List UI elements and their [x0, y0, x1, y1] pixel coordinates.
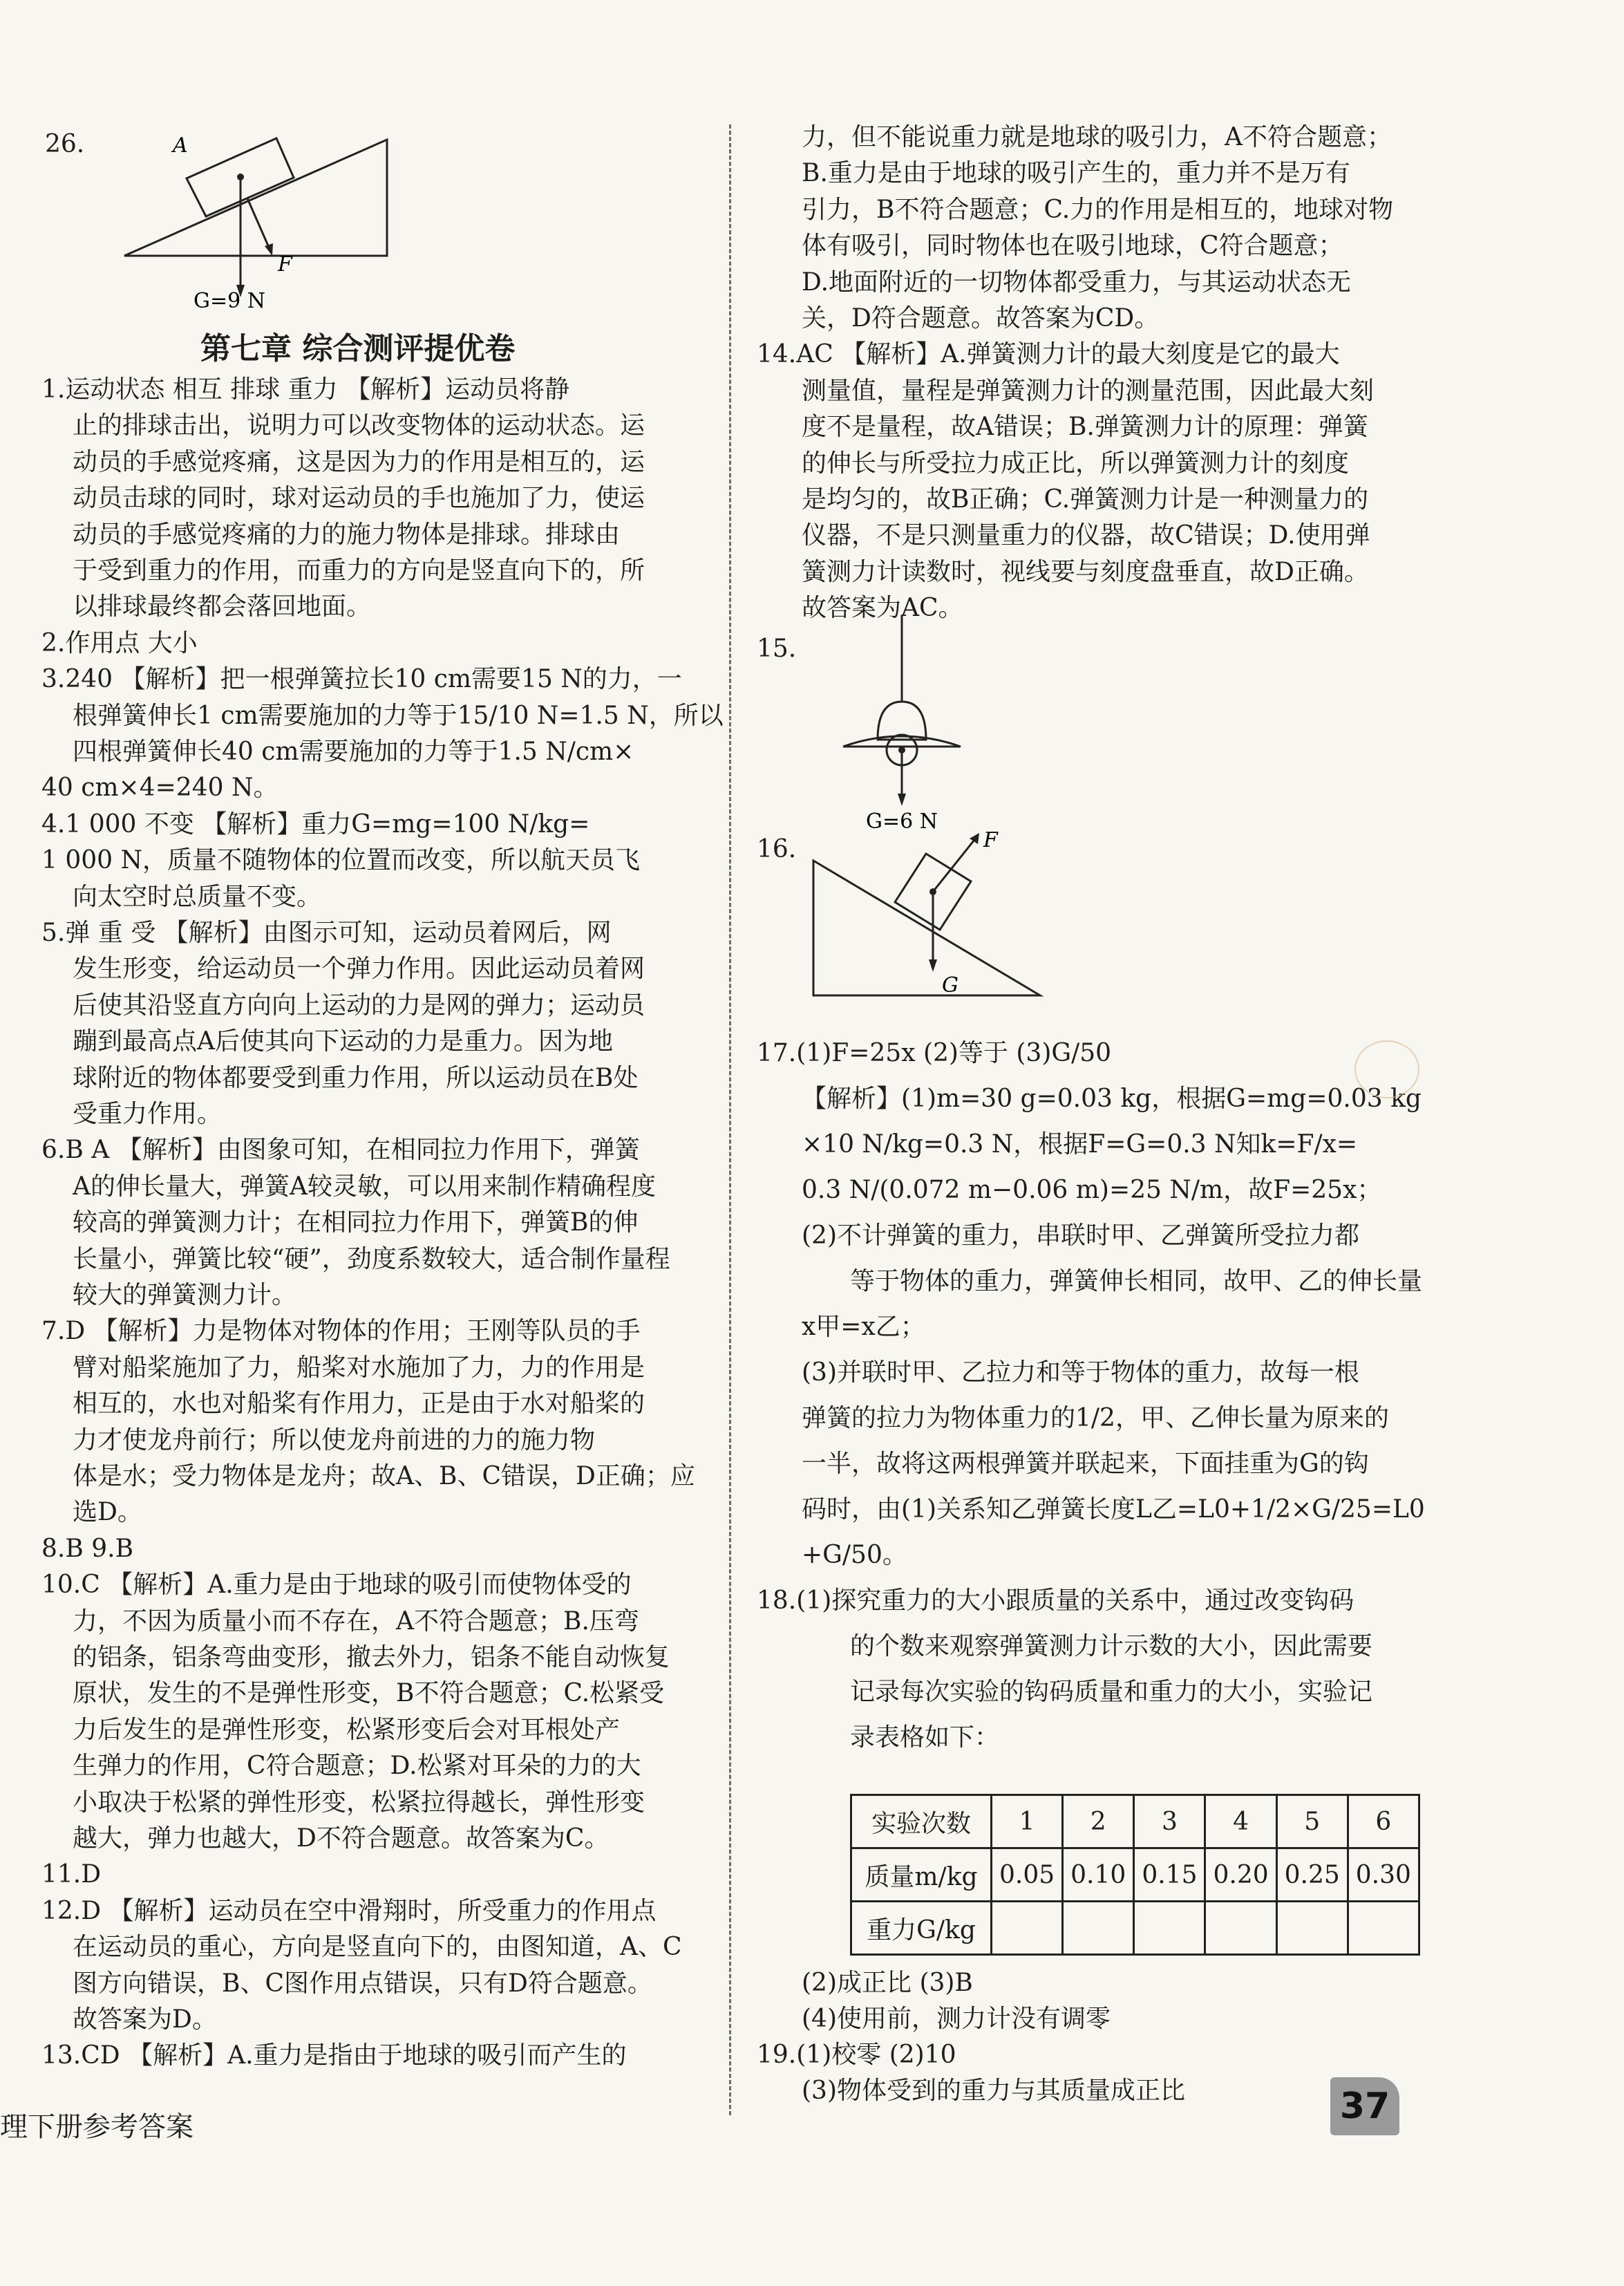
table-cell: 0.20 [1205, 1848, 1276, 1902]
answer-line: 簧测力计读数时，视线要与刻度盘垂直，故D正确。 [802, 557, 1369, 586]
answer-line: 【解析】(1)m=30 g=0.03 kg，根据G=mg=0.03 kg [802, 1085, 1422, 1113]
column-divider [729, 124, 731, 2115]
answer-line: 力，不因为质量小而不存在，A不符合题意；B.压弯 [73, 1606, 639, 1636]
table-cell: 5 [1276, 1795, 1348, 1848]
incline-triangle [813, 861, 1040, 995]
answer-line: 原状，发生的不是弹性形变，B不符合题意；C.松紧受 [73, 1679, 665, 1708]
label-f: F [278, 252, 292, 277]
footer-text: 理下册参考答案 [0, 2111, 193, 2143]
answer-line: 图方向错误，B、C图作用点错误，只有D符合题意。 [73, 1969, 652, 1998]
answer-line: 在运动员的重心，方向是竖直向下的，由图知道，A、C [73, 1933, 682, 1962]
answer-line: 较高的弹簧测力计；在相同拉力作用下，弹簧B的伸 [73, 1208, 639, 1237]
answer-line: 蹦到最高点A后使其向下运动的力是重力。因为地 [73, 1027, 613, 1056]
table-header-row [851, 1795, 1419, 1848]
answer-line: 5.弹 重 受 【解析】由图示可知，运动员着网后，网 [41, 919, 612, 947]
answer-line: 17.(1)F=25x (2)等于 (3)G/50 [757, 1039, 1112, 1067]
answer-line: 8.B 9.B [41, 1534, 134, 1563]
q26-label: 26. [45, 130, 85, 158]
answer-line: 13.CD 【解析】A.重力是指由于地球的吸引而产生的 [41, 2041, 627, 2070]
force-f-arrow [247, 198, 270, 249]
answer-line: 动员的手感觉疼痛的力的施力物体是排球。排球由 [73, 520, 621, 549]
answer-line: 40 cm×4=240 N。 [41, 774, 278, 803]
answer-line: 18.(1)探究重力的大小跟质量的关系中，通过改变钩码 [757, 1586, 1354, 1615]
answer-line: 等于物体的重力，弹簧伸长相同，故甲、乙的伸长量 [850, 1267, 1423, 1295]
answer-line: 4.1 000 不变 【解析】重力G=mg=100 N/kg= [41, 809, 590, 838]
answer-line: 码时，由(1)关系知乙弹簧长度L乙=L0+1/2×G/25=L0 [802, 1495, 1425, 1524]
table-cell [1348, 1902, 1419, 1955]
answer-line: 1.运动状态 相互 排球 重力 【解析】运动员将静 [41, 375, 570, 404]
answer-line: 记录每次实验的钩码质量和重力的大小，实验记 [850, 1678, 1373, 1706]
label-f: F [983, 828, 998, 852]
answer-line: (3)物体受到的重力与其质量成正比 [802, 2077, 1185, 2105]
answer-line: 力才使龙舟前行；所以使龙舟前进的力的施力物 [73, 1425, 596, 1454]
answer-line: D.地面附近的一切物体都受重力，与其运动状态无 [802, 268, 1352, 297]
answer-line: 的铝条，铝条弯曲变形，撤去外力，铝条不能自动恢复 [73, 1643, 670, 1671]
answer-line: 相互的，水也对船桨有作用力，正是由于水对船桨的 [73, 1389, 645, 1418]
table-cell [1134, 1902, 1205, 1955]
table-cell [992, 1902, 1063, 1955]
answer-line: 动员的手感觉疼痛，这是因为力的作用是相互的，运 [73, 447, 645, 476]
answer-line: +G/50。 [802, 1541, 907, 1569]
answer-line: (2)成正比 (3)B [802, 1969, 973, 1997]
answer-line: 四根弹簧伸长40 cm需要施加的力等于1.5 N/cm× [73, 738, 634, 766]
answer-line: 6.B A 【解析】由图象可知，在相同拉力作用下，弹簧 [41, 1136, 640, 1165]
answer-line: 1 000 N，质量不随物体的位置而改变，所以航天员飞 [41, 846, 641, 875]
answer-line: 是均匀的，故B正确；C.弹簧测力计是一种测量力的 [802, 485, 1369, 514]
answer-line: 的伸长与所受拉力成正比，所以弹簧测力计的刻度 [802, 449, 1350, 478]
answer-line: 度不是量程，故A错误；B.弹簧测力计的原理：弹簧 [802, 413, 1368, 442]
q26-incline-figure [117, 124, 408, 311]
q16-incline-figure [805, 826, 1054, 1006]
answer-line: 臂对船桨施加了力，船桨对水施加了力，力的作用是 [73, 1353, 645, 1382]
label-g: G=9 N [193, 289, 265, 311]
answer-line: 故答案为AC。 [802, 594, 963, 623]
answer-line: B.重力是由于地球的吸引产生的，重力并不是万有 [802, 159, 1350, 188]
answer-line: 力，但不能说重力就是地球的吸引力，A不符合题意； [802, 123, 1392, 151]
answer-line: 发生形变，给运动员一个弹力作用。因此运动员着网 [73, 955, 645, 984]
answer-line: 球附近的物体都要受到重力作用，所以运动员在B处 [73, 1063, 639, 1092]
answer-line: 受重力作用。 [73, 1100, 223, 1128]
row-header-cell: 质量m/kg [851, 1848, 992, 1902]
answer-line: 录表格如下： [850, 1723, 1000, 1752]
incline-triangle [124, 140, 387, 256]
table-cell: 0.15 [1134, 1848, 1205, 1902]
answer-line: 小取决于松紧的弹性形变，松紧拉得越长，弹性形变 [73, 1788, 645, 1817]
answer-line: 一半，故将这两根弹簧并联起来，下面挂重为G的钩 [802, 1450, 1369, 1478]
q16-label: 16. [757, 835, 797, 863]
answer-line: 止的排球击出，说明力可以改变物体的运动状态。运 [73, 411, 645, 440]
answer-line: 体是水；受力物体是龙舟；故A、B、C错误，D正确；应 [73, 1462, 695, 1490]
answer-line: 力后发生的是弹性形变，松紧形变后会对耳根处产 [73, 1715, 621, 1744]
experiment-record-table [850, 1794, 1420, 1956]
answer-line: 14.AC 【解析】A.弹簧测力计的最大刻度是它的最大 [757, 340, 1340, 369]
answer-line: 向太空时总质量不变。 [73, 882, 322, 911]
answer-line: (2)不计弹簧的重力，串联时甲、乙弹簧所受拉力都 [802, 1221, 1359, 1250]
answer-line: 生弹力的作用，C符合题意；D.松紧对耳朵的力的大 [73, 1752, 641, 1781]
answer-line: 根弹簧伸长1 cm需要施加的力等于15/10 N=1.5 N，所以 [73, 701, 724, 730]
chapter-title: 第七章 综合测评提优卷 [200, 331, 516, 366]
answer-line: 7.D 【解析】力是物体对物体的作用；王刚等队员的手 [41, 1317, 641, 1346]
answer-line: x甲=x乙； [802, 1313, 925, 1341]
table-cell: 0.30 [1348, 1848, 1419, 1902]
answer-line: (4)使用前，测力计没有调零 [802, 2005, 1111, 2033]
answer-line: 11.D [41, 1860, 102, 1889]
answer-line: A的伸长量大，弹簧A较灵敏，可以用来制作精确程度 [73, 1172, 656, 1201]
table-cell: 0.05 [992, 1848, 1063, 1902]
table-cell [1063, 1902, 1134, 1955]
table-cell [1205, 1902, 1276, 1955]
table-cell [1276, 1902, 1348, 1955]
table-cell: 6 [1348, 1795, 1419, 1848]
answer-line: 于受到重力的作用，而重力的方向是竖直向下的，所 [73, 556, 645, 585]
answer-line: (3)并联时甲、乙拉力和等于物体的重力，故每一根 [802, 1358, 1359, 1387]
answer-line: 19.(1)校零 (2)10 [757, 2041, 956, 2069]
answer-line: 较大的弹簧测力计。 [73, 1281, 297, 1309]
table-cell: 3 [1134, 1795, 1205, 1848]
answer-line: 2.作用点 大小 [41, 628, 198, 657]
table-cell: 0.10 [1063, 1848, 1134, 1902]
table-row-gravity [851, 1902, 1419, 1955]
q15-label: 15. [757, 635, 797, 663]
answer-line: 以排球最终都会落回地面。 [73, 592, 372, 621]
answer-line: 选D。 [73, 1498, 142, 1527]
table-row-mass [851, 1848, 1419, 1902]
answer-line: 12.D 【解析】运动员在空中滑翔时，所受重力的作用点 [41, 1896, 657, 1925]
answer-line: 越大，弹力也越大，D不符合题意。故答案为C。 [73, 1824, 610, 1853]
answer-line: 关，D符合题意。故答案为CD。 [802, 304, 1160, 332]
label-a: A [173, 133, 188, 158]
answer-line: 体有吸引，同时物体也在吸引地球，C符合题意； [802, 232, 1343, 261]
answer-line: 的个数来观察弹簧测力计示数的大小，因此需要 [850, 1632, 1373, 1660]
table-cell: 1 [992, 1795, 1063, 1848]
answer-line: 0.3 N/(0.072 m−0.06 m)=25 N/m，故F=25x； [802, 1176, 1382, 1204]
answer-line: ×10 N/kg=0.3 N，根据F=G=0.3 N知k=F/x= [802, 1130, 1358, 1159]
answer-line: 10.C 【解析】A.重力是由于地球的吸引而使物体受的 [41, 1571, 632, 1600]
answer-line: 故答案为D。 [73, 2005, 217, 2034]
table-cell: 4 [1205, 1795, 1276, 1848]
row-header-cell: 实验次数 [851, 1795, 992, 1848]
answer-line: 引力，B不符合题意；C.力的作用是相互的，地球对物 [802, 195, 1394, 224]
answer-line: 测量值，量程是弹簧测力计的测量范围，因此最大刻 [802, 376, 1375, 405]
answer-line: 3.240 【解析】把一根弹簧拉长10 cm需要15 N的力，一 [41, 665, 682, 694]
q15-hanging-figure [812, 608, 978, 836]
answer-line: 弹簧的拉力为物体重力的1/2，甲、乙伸长量为原来的 [802, 1404, 1389, 1432]
label-g: G [942, 973, 959, 997]
table-cell: 0.25 [1276, 1848, 1348, 1902]
answer-line: 后使其沿竖直方向向上运动的力是网的弹力；运动员 [73, 991, 645, 1020]
table-cell: 2 [1063, 1795, 1134, 1848]
answer-line: 动员击球的同时，球对运动员的手也施加了力，使运 [73, 484, 645, 513]
answer-line: 长量小，弹簧比较“硬”，劲度系数较大，适合制作量程 [73, 1244, 670, 1273]
row-header-cell: 重力G/kg [851, 1902, 992, 1955]
answer-line: 仪器，不是只测量重力的仪器，故C错误；D.使用弹 [802, 521, 1370, 550]
page-number: 37 [1330, 2077, 1399, 2135]
watermark-stamp [1354, 1040, 1419, 1098]
label-g: G=6 N [866, 809, 938, 834]
